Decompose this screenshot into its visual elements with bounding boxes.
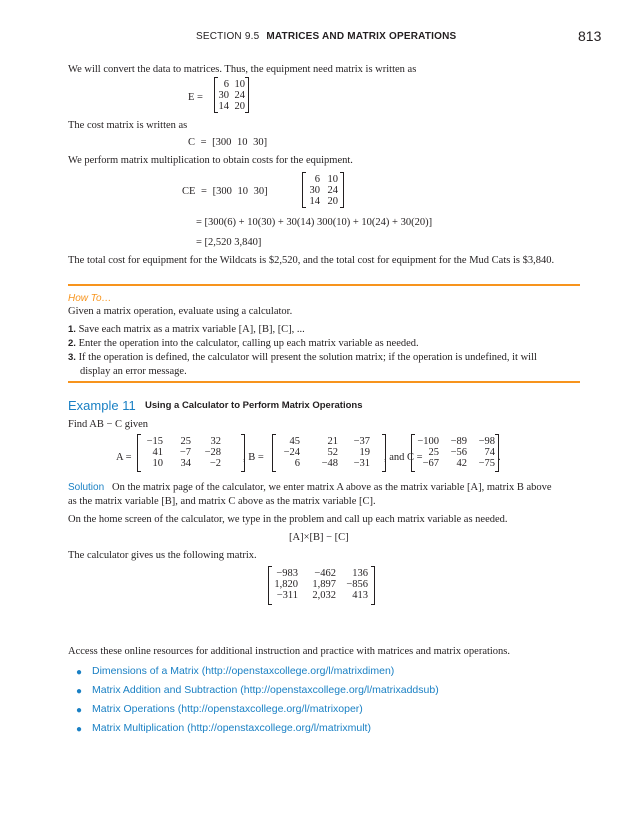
section-title: MATRICES AND MATRIX OPERATIONS: [266, 31, 457, 42]
matrix-cell: 14: [309, 196, 320, 207]
matrix-row: [217, 79, 245, 90]
running-header: [196, 31, 456, 42]
matrix-row: [217, 90, 245, 101]
bullet-icon: ●: [76, 724, 83, 735]
howto-step-1: [68, 323, 305, 337]
resource-link-multiplication[interactable]: Matrix Multiplication (http://openstaxcollege.org/l/matrixmult): [92, 722, 371, 734]
matrix-cell: 10: [152, 458, 163, 469]
matrix-cell: 52: [327, 447, 338, 458]
ce-label: CE = [300 10 30]: [182, 186, 268, 197]
gives-text: The calculator gives us the following matrix.: [68, 550, 257, 561]
matrix-cell: 24: [234, 90, 245, 101]
matrix-cell: −89: [450, 436, 467, 447]
paragraph: We will convert the data to matrices. Thus, the equipment need matrix is written as: [68, 64, 417, 75]
matrix-cell: −75: [478, 458, 495, 469]
c-label: , and C =: [384, 452, 423, 463]
matrix-row: [306, 174, 338, 185]
matrix-e: [214, 77, 249, 113]
step-number: 3.: [68, 352, 76, 363]
matrix-cell: 1,820: [274, 579, 298, 590]
matrix-cell: −98: [478, 436, 495, 447]
matrix-row: [217, 101, 245, 112]
matrix-cell: 32: [210, 436, 221, 447]
matrix-cell: 20: [234, 101, 245, 112]
step-number: 2.: [68, 338, 76, 349]
solution-text: On the matrix page of the calculator, we enter matrix A above as the matrix variable [A], matrix B above: [112, 482, 552, 493]
resource-link-addsub[interactable]: Matrix Addition and Subtraction (http://openstaxcollege.org/l/matrixaddsub): [92, 684, 439, 696]
step-number: 1.: [68, 324, 76, 335]
matrix-cell: 1,897: [312, 579, 336, 590]
solution-label: Solution: [68, 482, 105, 493]
howto-heading: How To…: [68, 293, 112, 304]
matrix-cell: 10: [327, 174, 338, 185]
matrix-cell: −28: [204, 447, 221, 458]
matrix-cell: 413: [352, 590, 368, 601]
ce-line2: = [2,520 3,840]: [196, 237, 262, 248]
matrix-row: [306, 196, 338, 207]
matrix-cell: 74: [484, 447, 495, 458]
matrix-a: [137, 434, 245, 472]
matrix-cell: 136: [352, 568, 368, 579]
page-number: 813: [578, 28, 602, 44]
paragraph: The cost matrix is written as: [68, 120, 188, 131]
matrix-cell: 45: [289, 436, 300, 447]
matrix-cell: −67: [422, 458, 439, 469]
matrix-cell: −31: [353, 458, 370, 469]
matrix-row: [306, 185, 338, 196]
section-number: SECTION 9.5: [196, 31, 260, 42]
matrix-cell: 25: [180, 436, 191, 447]
find-statement: Find AB − C given: [68, 419, 149, 430]
matrix-row: [141, 458, 221, 469]
matrix-row: [141, 436, 221, 447]
calc-expression: [A]×[B] − [C]: [289, 532, 349, 543]
matrix-cell: 2,032: [312, 590, 336, 601]
matrix-row: [141, 447, 221, 458]
howto-top-rule: [68, 284, 580, 286]
matrix-cell: −56: [450, 447, 467, 458]
matrix-row: [415, 447, 495, 458]
matrix-cell: −15: [146, 436, 163, 447]
bullet-icon: ●: [76, 667, 83, 678]
howto-step-3-cont: display an error message.: [80, 366, 187, 377]
matrix-cell: 19: [359, 447, 370, 458]
period: .: [498, 452, 501, 463]
howto-step-3: [68, 351, 537, 365]
matrix-cell: −311: [276, 590, 298, 601]
matrix-row: [415, 458, 495, 469]
matrix-cell: −100: [417, 436, 439, 447]
matrix-cell: 41: [152, 447, 163, 458]
matrix-e-repeat: [302, 172, 344, 208]
matrix-cell: 30: [218, 90, 229, 101]
matrix-row: [276, 436, 370, 447]
matrix-cell: 21: [327, 436, 338, 447]
matrix-cell: 6: [314, 174, 320, 185]
matrix-cell: 34: [180, 458, 191, 469]
matrix-cell: 6: [223, 79, 229, 90]
matrix-cell: 20: [327, 196, 338, 207]
a-label: A =: [116, 452, 132, 463]
howto-step-2: [68, 337, 419, 351]
matrix-b: [272, 434, 386, 472]
resource-link-operations[interactable]: Matrix Operations (http://openstaxcollege.org/l/matrixoper): [92, 703, 363, 715]
matrix-row: [415, 436, 495, 447]
bullet-icon: ●: [76, 686, 83, 697]
paragraph: We perform matrix multiplication to obtain costs for the equipment.: [68, 155, 353, 166]
paragraph: The total cost for equipment for the Wildcats is $2,520, and the total cost for equipment for the Mud Cats is $3,840.: [68, 255, 555, 266]
matrix-cell: 14: [218, 101, 229, 112]
matrix-cell: 24: [327, 185, 338, 196]
b-label: , B =: [243, 452, 264, 463]
resource-link-dimensions[interactable]: Dimensions of a Matrix (http://openstaxcollege.org/l/matrixdimen): [92, 665, 395, 677]
example-title: Using a Calculator to Perform Matrix Operations: [145, 400, 363, 411]
matrix-cell: −37: [353, 436, 370, 447]
home-screen-text: On the home screen of the calculator, we type in the problem and call up each matrix variable as needed.: [68, 514, 508, 525]
matrix-cell: −462: [314, 568, 336, 579]
matrix-c: [411, 434, 499, 472]
matrix-cell: −48: [321, 458, 338, 469]
c-equation: C = [300 10 30]: [188, 137, 268, 148]
bullet-icon: ●: [76, 705, 83, 716]
matrix-cell: −24: [283, 447, 300, 458]
step-text: Save each matrix as a matrix variable [A], [B], [C], ...: [78, 324, 305, 335]
matrix-cell: −856: [346, 579, 368, 590]
matrix-row: [272, 579, 368, 590]
result-matrix: [268, 566, 375, 605]
matrix-cell: −2: [209, 458, 221, 469]
matrix-row: [276, 458, 370, 469]
step-text: If the operation is defined, the calculator will present the solution matrix; if the operation is undefined, it will: [78, 352, 537, 363]
howto-lead: Given a matrix operation, evaluate using a calculator.: [68, 306, 293, 317]
step-text: Enter the operation into the calculator, calling up each matrix variable as needed.: [78, 338, 419, 349]
solution-text-2: as the matrix variable [B], and matrix C above as the matrix variable [C].: [68, 496, 376, 507]
matrix-row: [272, 590, 368, 601]
matrix-row: [276, 447, 370, 458]
ce-line1: = [300(6) + 10(30) + 30(14) 300(10) + 10(24) + 30(20)]: [196, 217, 433, 228]
matrix-cell: 42: [456, 458, 467, 469]
howto-bottom-rule: [68, 381, 580, 383]
matrix-cell: 30: [309, 185, 320, 196]
e-label: E =: [188, 92, 203, 103]
matrix-cell: 25: [428, 447, 439, 458]
matrix-cell: 6: [294, 458, 300, 469]
matrix-cell: −7: [179, 447, 191, 458]
matrix-row: [272, 568, 368, 579]
example-label: Example 11: [68, 398, 136, 413]
matrix-cell: −983: [276, 568, 298, 579]
solution-paragraph: [68, 481, 552, 495]
resources-lead: Access these online resources for additional instruction and practice with matrices and matrix operations.: [68, 646, 511, 657]
matrix-cell: 10: [234, 79, 245, 90]
